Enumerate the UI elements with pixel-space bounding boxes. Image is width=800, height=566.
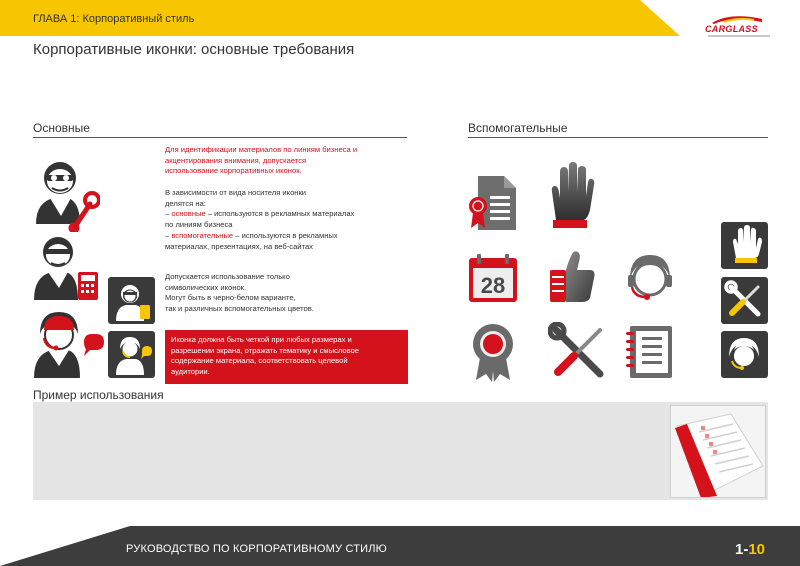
list-cont-auxiliary: материалах, презентациях, на веб-сайтах [165,241,313,251]
logo-text: CARGLASS [705,24,758,34]
intro-line-1: Для идентификации материалов по линиям бизнеса и [165,145,358,154]
note-line-1: Иконка должна быть четкой при любых размерах и [171,335,352,344]
tile-hand-icon [721,222,768,269]
page-title: Корпоративные иконки: основные требования [33,41,355,58]
section-title-main: Основные [33,121,90,135]
section-rule-auxiliary [468,137,768,138]
call-center-icon [622,249,678,305]
tile-callcenter-icon-glyph [721,331,768,378]
list-rest-main: – используются в рекламных материалах [205,209,355,219]
tile-operator-icon [108,331,155,378]
list-dash: – [165,230,172,240]
tile-tools-icon-glyph [721,277,768,324]
list-cont-main: по линиям бизнеса [165,220,233,230]
operator-headset-icon [30,308,106,382]
note-line-3: содержание материала, соответствовать целевой [171,356,348,366]
section-rule-main [33,137,407,138]
para2-line-1: Допускается использование только [165,272,290,281]
guide-title: РУКОВОДСТВО ПО КОРПОРАТИВНОМУ СТИЛЮ [126,543,387,555]
carglass-logo [702,14,774,38]
list-item-main [165,209,354,220]
list-dash: – [165,209,172,219]
worker-calculator-icon [30,232,100,304]
para2-line-4: так и различных вспомогательных цветов. [165,304,314,314]
requirement-note [165,330,408,384]
example-panel [33,402,768,500]
note-line-4: аудитории. [171,367,210,377]
brochure-image [671,406,766,498]
para1-line-1: В зависимости от вида носителя иконки [165,188,307,197]
logo-swoosh-icon [710,14,764,24]
para1-line-2: делятся на: [165,198,206,208]
intro-text [165,145,357,177]
tile-worker-icon-glyph [108,277,155,324]
list-rest-auxiliary: – используются в рекламных [233,230,338,240]
calendar-icon [466,252,520,306]
header-bar-corner [640,0,680,36]
footer-bar-corner [0,526,130,566]
calendar-day: 28 [480,273,506,298]
tile-tools-icon [721,277,768,324]
award-badge-icon [466,320,520,382]
chapter-label: ГЛАВА 1: Корпоративный стиль [33,13,195,25]
tile-hand-icon-glyph [721,222,768,269]
para2-line-2: символических иконок. [165,282,247,292]
tools-icon [548,322,608,382]
page-number [735,541,765,558]
logo-tagline [708,35,770,37]
note-line-2: разрешении экрана, отражать тематику и смысловое [171,345,360,355]
para2-line-3: Могут быть в черно-белом варианте, [165,293,296,303]
notebook-icon [620,322,678,380]
page-number-value: 10 [748,541,766,558]
tile-operator-icon-glyph [108,331,155,378]
list-item-auxiliary [165,231,354,242]
section-title-auxiliary: Вспомогательные [468,121,568,135]
intro-line-2: акцентирования внимания, допускается [165,155,307,165]
stop-hand-icon [544,160,596,232]
usage-text [165,272,314,315]
list-keyword-auxiliary: вспомогательные [171,230,234,240]
section-title-example: Пример использования [33,388,164,402]
page-number-prefix: 1- [735,541,749,558]
tile-callcenter-icon [721,331,768,378]
thumbs-up-icon [546,248,598,304]
intro-line-3: использование корпоративных иконок. [165,166,302,176]
document-seal-icon [466,172,520,234]
tile-worker-icon [108,277,155,324]
list-keyword-main: основные [171,209,206,219]
classification-text [165,188,354,252]
example-thumbnail [670,405,766,498]
mechanic-wrench-icon [30,150,100,232]
